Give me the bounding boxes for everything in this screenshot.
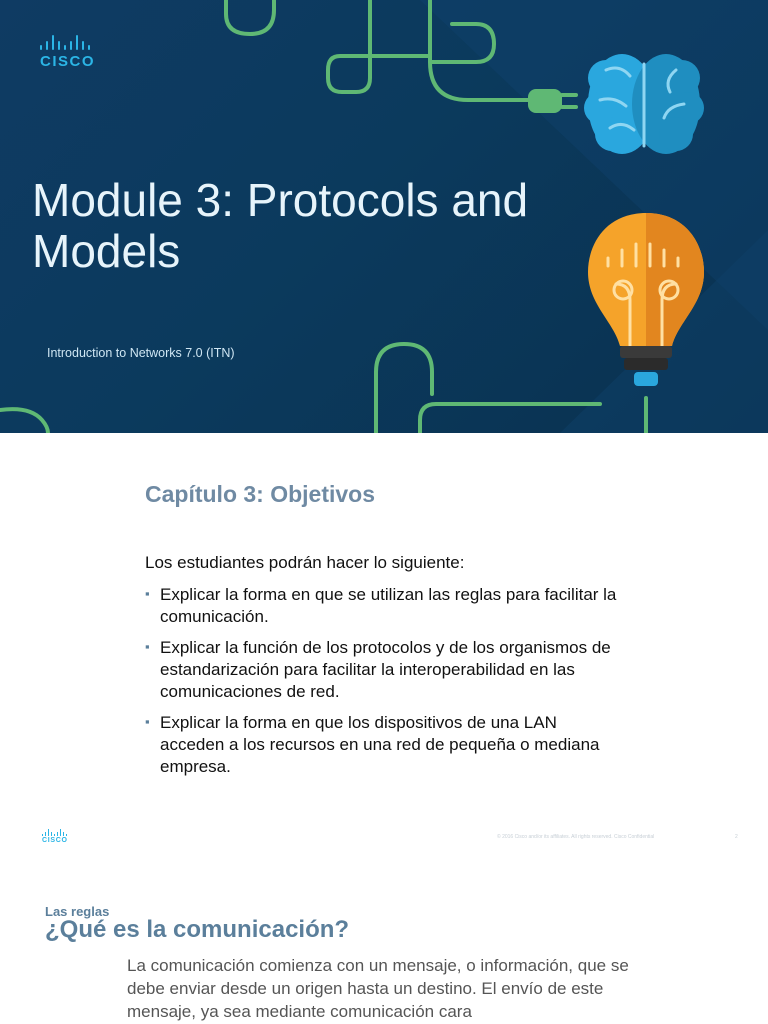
square-bullet-icon: ▪ bbox=[145, 586, 150, 601]
list-item bbox=[145, 712, 625, 778]
page-title: Module 3: Protocols and Models bbox=[32, 174, 529, 277]
objectives-heading: Capítulo 3: Objetivos bbox=[145, 481, 376, 507]
footer-copyright: © 2016 Cisco and/or its affiliates. All rights reserved. Cisco Confidential bbox=[497, 834, 655, 840]
footer-cisco-logo bbox=[42, 829, 76, 844]
course-subtitle: Introduction to Networks 7.0 (ITN) bbox=[47, 346, 235, 360]
page-number: 2 bbox=[735, 834, 738, 840]
objectives-list bbox=[145, 584, 625, 787]
square-bullet-icon: ▪ bbox=[145, 714, 150, 729]
objective-text: Explicar la función de los protocolos y de los organismos de estandarización para facilitar la interoperabilidad en las comunicaciones de red. bbox=[160, 638, 611, 701]
list-item bbox=[145, 637, 625, 703]
brain-icon bbox=[584, 54, 704, 154]
communication-slide bbox=[0, 863, 768, 1024]
plug-icon bbox=[528, 89, 578, 113]
communication-heading: ¿Qué es la comunicación? bbox=[45, 916, 350, 943]
lightbulb-icon bbox=[588, 213, 704, 386]
objectives-intro: Los estudiantes podrán hacer lo siguiente: bbox=[145, 553, 465, 572]
objectives-slide bbox=[0, 433, 768, 863]
objective-text: Explicar la forma en que se utilizan las reglas para facilitar la comunicación. bbox=[160, 585, 617, 626]
footer-logo-text: CISCO bbox=[42, 837, 68, 844]
list-item bbox=[145, 584, 625, 628]
communication-body: La comunicación comienza con un mensaje, o información, que se debe enviar desde un origen hasta un destino. El envío de este mensaje, ya sea mediante comunicación cara bbox=[127, 956, 629, 1021]
cisco-logo-text: CISCO bbox=[40, 53, 96, 70]
title-slide bbox=[0, 0, 768, 433]
section-kicker: Las reglas bbox=[45, 904, 110, 919]
objective-text: Explicar la forma en que los dispositivos de una LAN acceden a los recursos en una red de pequeña o mediana empresa. bbox=[160, 713, 600, 776]
square-bullet-icon: ▪ bbox=[145, 639, 150, 654]
